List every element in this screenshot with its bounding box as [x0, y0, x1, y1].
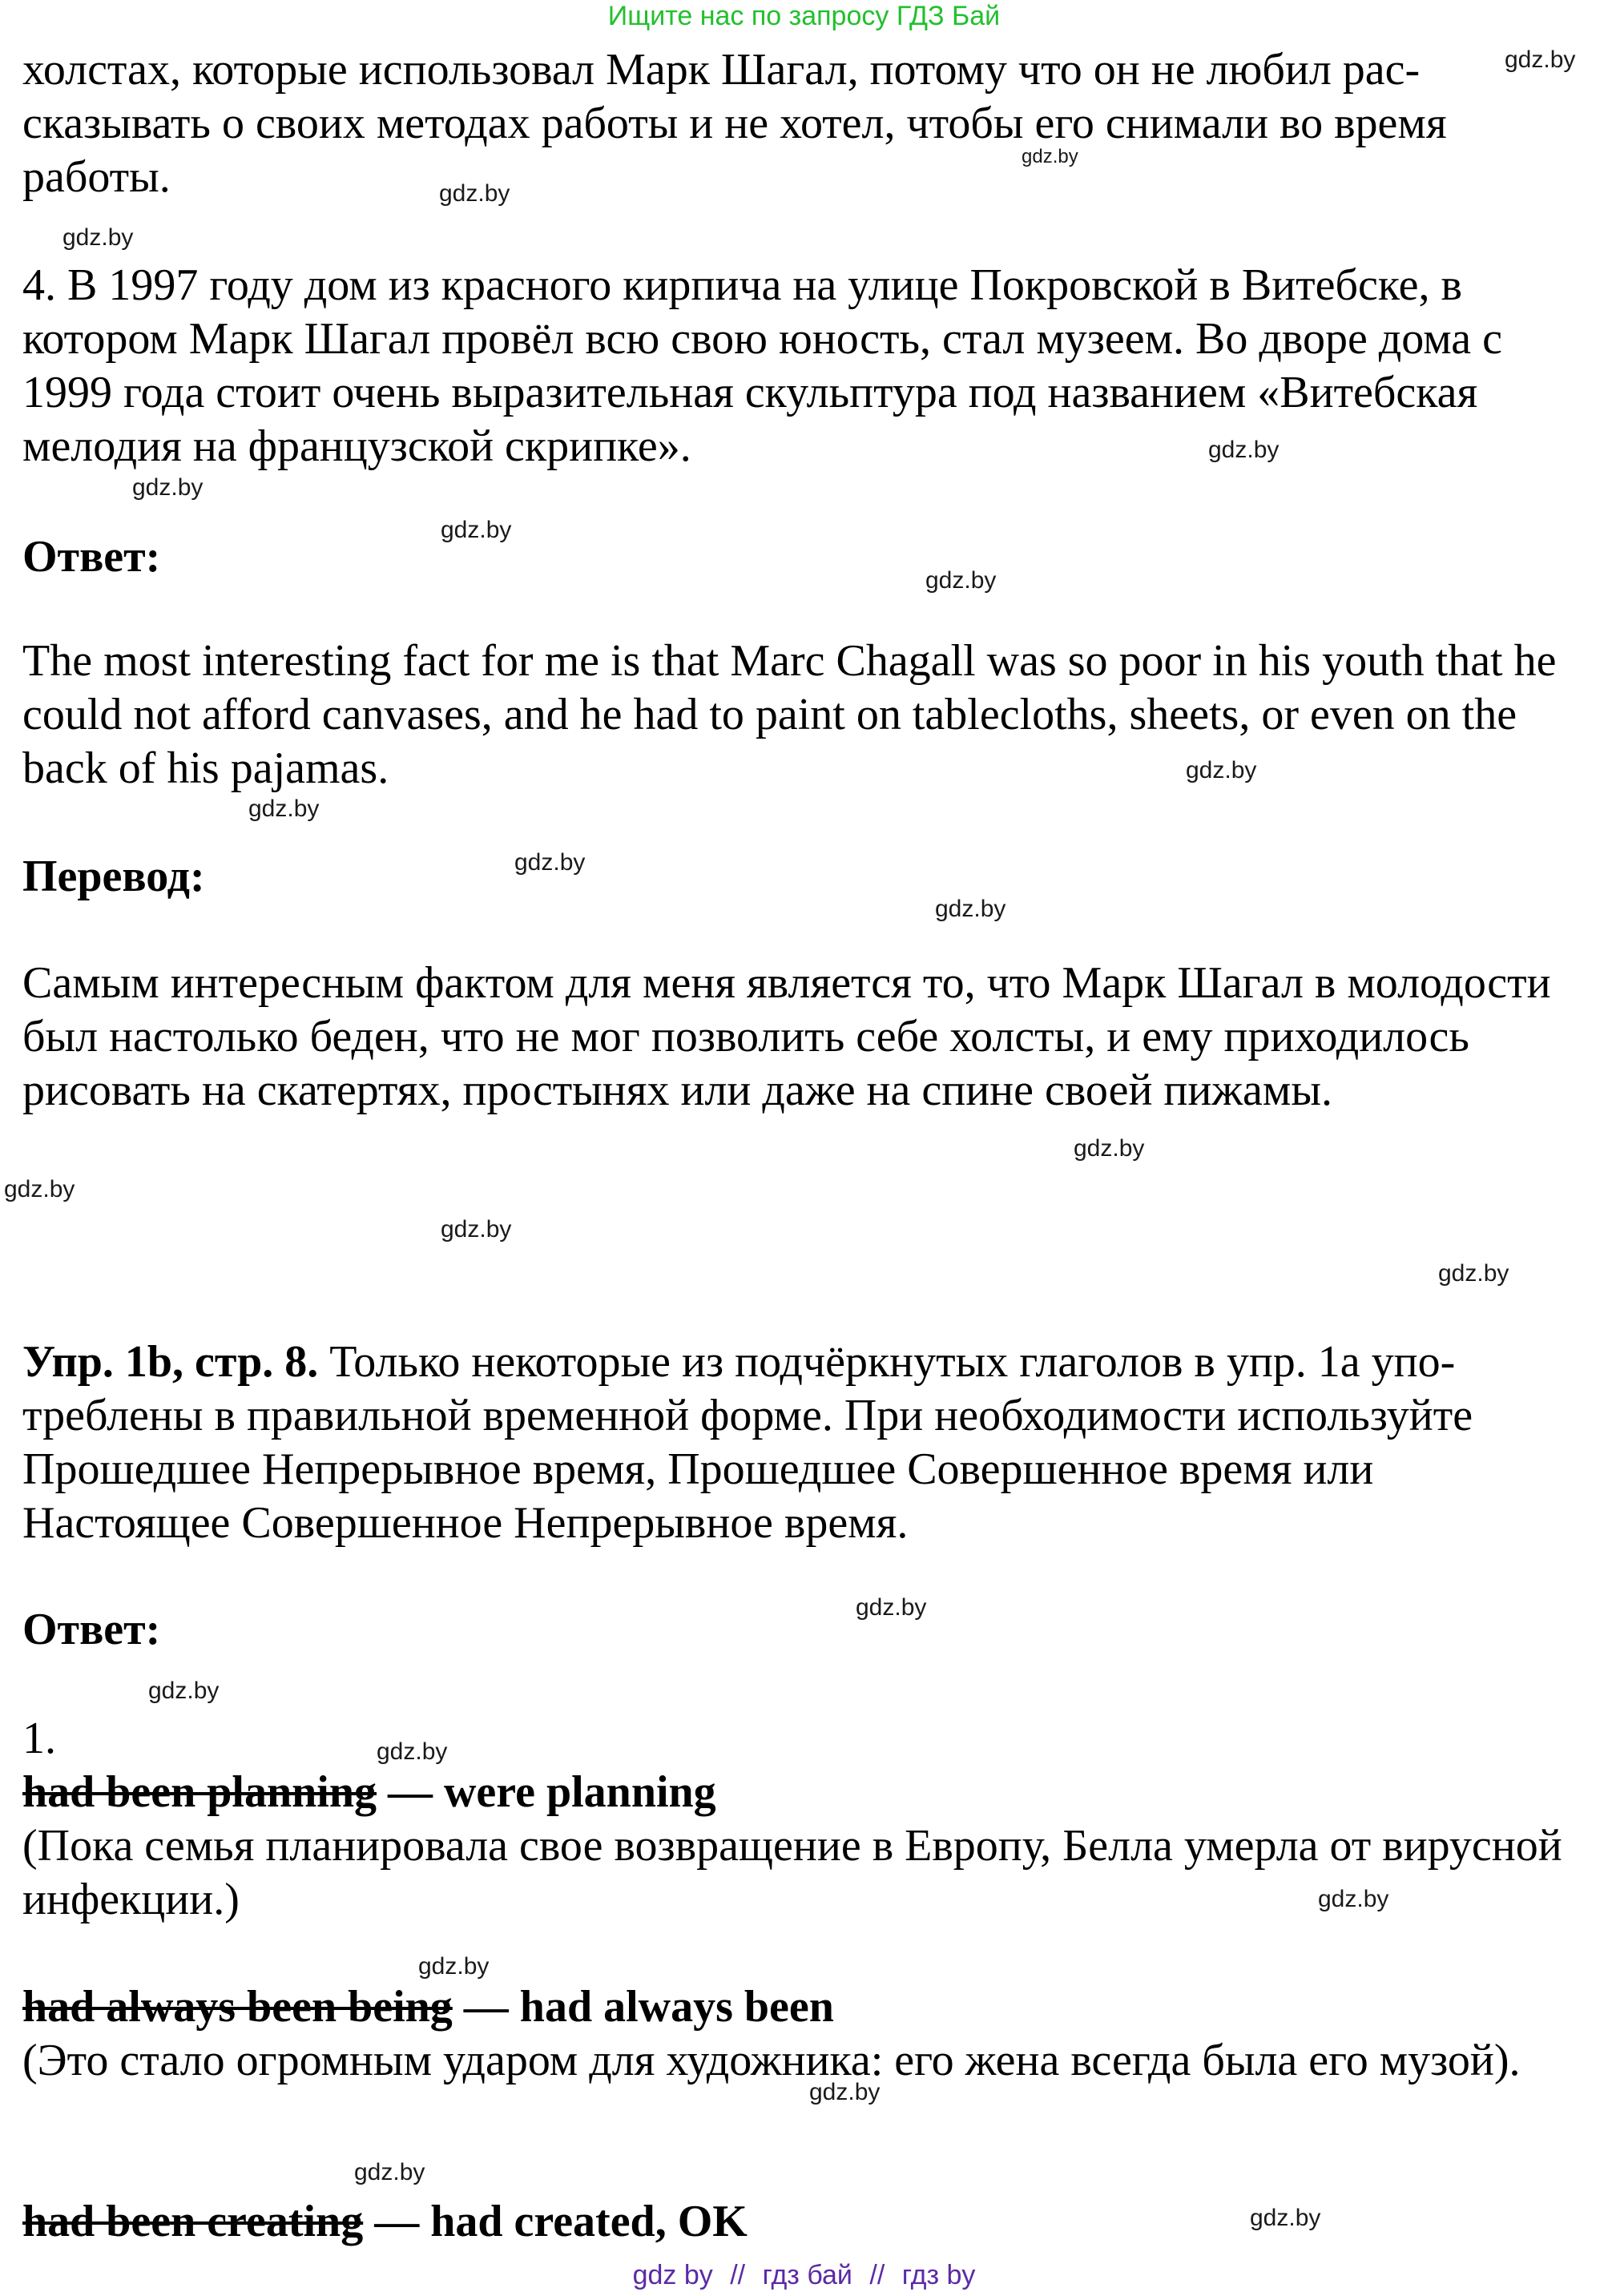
watermark: gdz.by — [377, 1738, 448, 1765]
footer-link-gdz-bai[interactable]: гдз бай — [762, 2260, 852, 2290]
watermark: gdz.by — [1208, 437, 1280, 463]
watermark: gdz.by — [148, 1678, 220, 1704]
wrong-form: had been creating — [22, 2197, 364, 2246]
watermark: gdz.by — [4, 1176, 75, 1202]
answer2-heading: Ответ: — [22, 1605, 161, 1654]
exercise-text: Только некоторые из подчёркнутых глаголов в упр. 1а употреблены в правильной временной форме. При необходимости используйте Прошедшее Непрерывное время, Прошедшее Совершенное время или Настоящее Совершенное Непрерывное время. — [22, 1337, 1473, 1548]
watermark: gdz.by — [132, 474, 204, 501]
watermark: gdz.by — [418, 1953, 490, 1980]
translation-russian: Самым интересным фактом для меня является то, что Марк Шагал в молодости был настолько беден, что не мог позволить себе холсты, и ему приходилось рисовать на скатертях, простынях или даже на спине своей пижамы. — [22, 958, 1551, 1115]
watermark: gdz.by — [1438, 1260, 1509, 1287]
answer-heading: Ответ: — [22, 532, 161, 582]
exercise-task — [22, 1335, 1577, 1550]
item-number: 1. — [22, 1714, 56, 1763]
correct-form: — had created, OK — [374, 2197, 748, 2246]
watermark: gdz.by — [354, 2159, 425, 2185]
watermark: gdz.by — [1505, 46, 1576, 73]
correction-3 — [22, 2195, 1577, 2249]
correct-form: — were planning — [387, 1767, 716, 1817]
watermark: gdz.by — [1250, 2205, 1321, 2231]
wrong-form: had always been being — [22, 1982, 453, 2032]
wrong-form: had been planning — [22, 1767, 377, 1817]
answer-english: The most interesting fact for me is that Marc Chagall was so poor in his youth that he could not afford canvases, and he had to paint on tablecloths, sheets, or even on the back of his pajamas. — [22, 636, 1557, 793]
correction-2-translation: (Это стало огромным ударом для художника: его жена всегда была его музой). — [22, 2036, 1521, 2085]
watermark: gdz.by — [935, 896, 1006, 922]
footer-links — [0, 2258, 1608, 2293]
watermark: gdz.by — [925, 567, 997, 594]
footer-separator: // — [730, 2260, 746, 2290]
watermark: gdz.by — [62, 224, 134, 251]
watermark: gdz.by — [248, 796, 320, 822]
translation-heading: Перевод: — [22, 852, 205, 901]
watermark: gdz.by — [856, 1594, 927, 1621]
footer-separator: // — [869, 2260, 885, 2290]
watermark: gdz.by — [1318, 1886, 1389, 1912]
paragraph-continuation: холстах, которые использовал Марк Шагал, потому что он не любил рассказывать о своих методах работы и не хотел, чтобы его снимали во время работы. — [22, 45, 1447, 202]
correction-2 — [22, 1980, 1577, 2034]
correct-form: — had always been — [463, 1982, 834, 2032]
top-banner-link[interactable]: Ищите нас по запросу ГДЗ Бай — [607, 1, 1001, 31]
watermark: gdz.by — [439, 180, 510, 207]
footer-link-gdz-by[interactable]: gdz by — [632, 2260, 713, 2290]
watermark: gdz.by — [1074, 1135, 1145, 1162]
watermark: gdz.by — [1186, 757, 1257, 783]
watermark: gdz.by — [441, 517, 512, 543]
correction-1-translation: (Пока семья планировала свое возвращение в Европу, Белла умерла от вирусной инфекции.) — [22, 1821, 1562, 1924]
watermark: gdz.by — [1022, 146, 1078, 167]
footer-link-gdz-by-cyr[interactable]: гдз by — [901, 2260, 976, 2290]
watermark: gdz.by — [441, 1216, 512, 1243]
correction-1 — [22, 1766, 1577, 1819]
paragraph-fact-4: 4. В 1997 году дом из красного кирпича на улице Покровской в Витебске, в котором Марк Шагал провёл всю свою юность, стал музеем. Во дворе дома с 1999 года стоит очень выразительная скульптура под названием «Витебская мелодия на французской скрипке». — [22, 260, 1502, 471]
watermark: gdz.by — [809, 2079, 881, 2105]
watermark: gdz.by — [514, 849, 586, 876]
exercise-label: Упр. 1b, стр. 8. — [22, 1337, 319, 1387]
